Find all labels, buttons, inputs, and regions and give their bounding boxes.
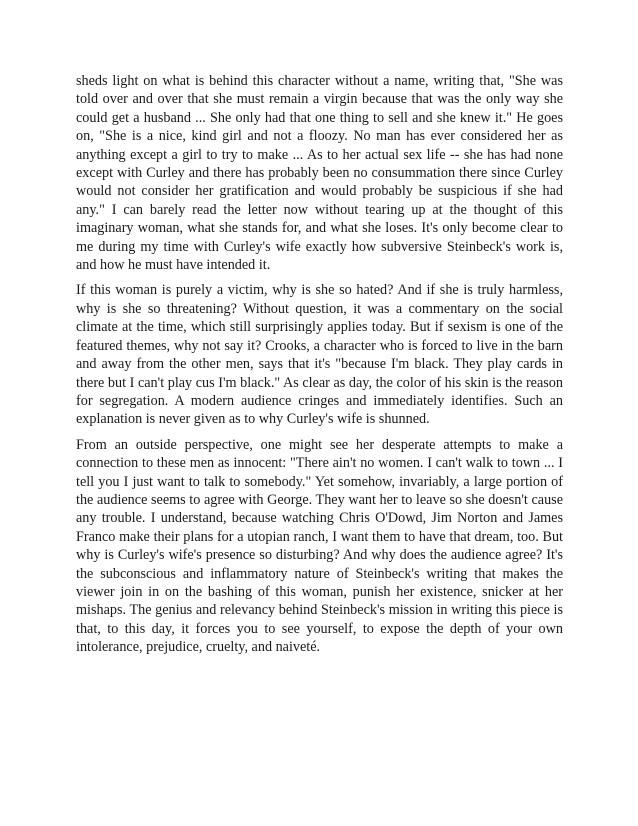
document-page — [76, 72, 563, 664]
paragraph-1: sheds light on what is behind this character without a name, writing that, "She was told over and over that she must remain a virgin because that was the only way she could get a husband ... She only had that one thing to sell and she knew it." He goes on, "She is a nice, kind girl and not a floozy. No man has ever considered her as anything except a girl to try to make ... As to her actual sex life -- she has had none except with Curley and there has probably been no consummation there since Curley would not consider her gratification and would probably be suspicious if she had any." I can barely read the letter now without tearing up at the thought of this imaginary woman, what she stands for, and what she loses. It's only become clear to me during my time with Curley's wife exactly how subversive Steinbeck's work is, and how he must have intended it. — [76, 73, 563, 274]
paragraph-2: If this woman is purely a victim, why is she so hated? And if she is truly harmless, why is she so threatening? Without question, it was a commentary on the social climate at the time, which still surprisingly applies today. But if sexism is one of the featured themes, why not say it? Crooks, a character who is forced to live in the barn and away from the other men, says that it's "because I'm black. They play cards in there but I can't play cus I'm black." As clear as day, the color of his skin is the reason for segregation. A modern audience cringes and immediately identifies. Such an explanation is never given as to why Curley's wife is shunned. — [76, 282, 563, 428]
paragraph-3: From an outside perspective, one might see her desperate attempts to make a connection to these men as innocent: "There ain't no women. I can't walk to town ... I tell you I just want to talk to somebody." Yet somehow, invariably, a large portion of the audience seems to agree with George. They want her to leave so she doesn't cause any trouble. I understand, because watching Chris O'Dowd, Jim Norton and James Franco make their plans for a utopian ranch, I want them to have that dream, too. But why is Curley's wife's presence so disturbing? And why does the audience agree? It's the subconscious and inflammatory nature of Steinbeck's writing that makes the viewer join in on the bashing of this woman, punish her existence, snicker at her mishaps. The genius and relevancy behind Steinbeck's mission in writing this piece is that, to this day, it forces you to see yourself, to expose the depth of your own intolerance, prejudice, cruelty, and naiveté. — [76, 436, 563, 656]
